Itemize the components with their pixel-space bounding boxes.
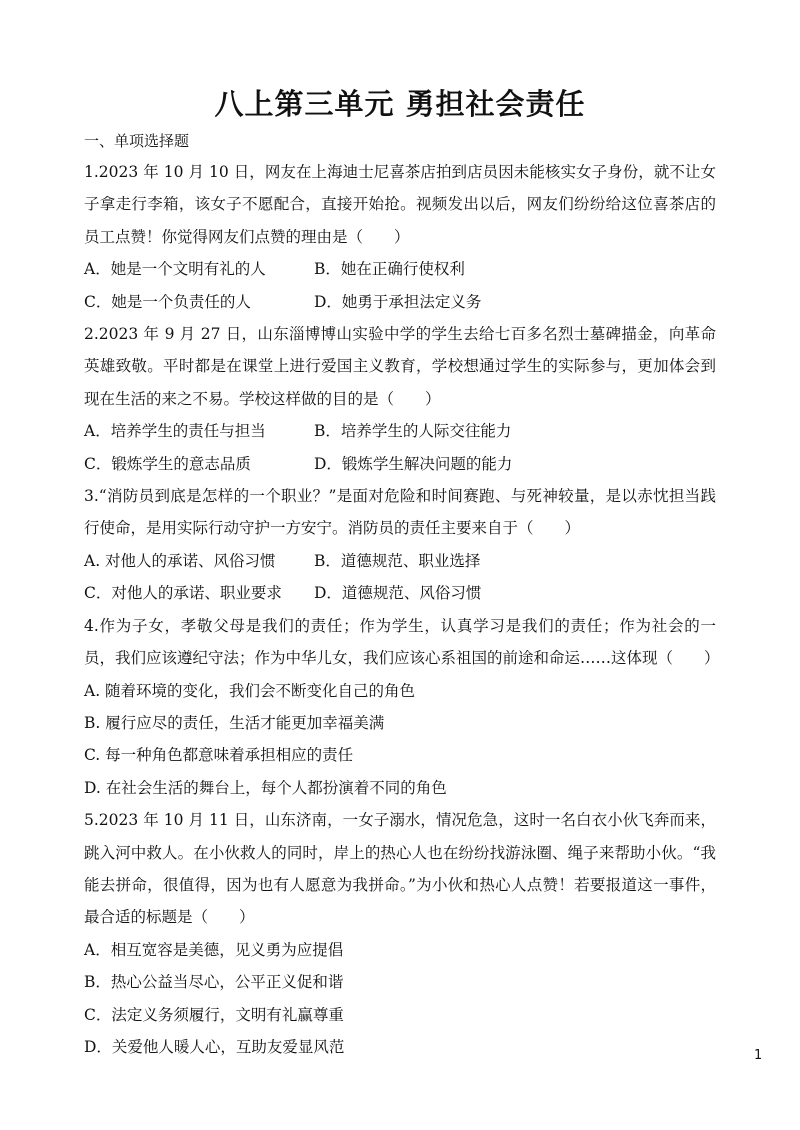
question-1-option-a: A．她是一个文明有礼的人: [84, 260, 266, 279]
question-list: [84, 156, 720, 1063]
question-3-option-a: A. 对他人的承诺、风俗习惯: [84, 551, 276, 570]
question-3-options-row-2: [84, 577, 716, 609]
question-5-option-a: A．相互宽容是美德，见义勇为应提倡: [84, 940, 344, 959]
question-2-option-a: A．培养学生的责任与担当: [84, 422, 266, 441]
question-1-option-d: D．她勇于承担法定义务: [314, 292, 482, 311]
question-4-stem: 4.作为子女，孝敬父母是我们的责任；作为学生，认真学习是我们的责任；作为社会的一员，我们应该遵纪守法；作为中华儿女，我们应该心系祖国的前途和命运……这体现（ ）: [84, 616, 720, 668]
question-4-option-c: C. 每一种角色都意味着承担相应的责任: [84, 746, 354, 765]
question-1-options-row-2: [84, 286, 716, 318]
question-4-option-a: A. 随着环境的变化，我们会不断变化自己的角色: [84, 681, 416, 700]
question-2-option-c: C．锻炼学生的意志品质: [84, 454, 251, 473]
question-3-stem: 3.“消防员到底是怎样的一个职业？”是面对危险和时间赛跑、与死神较量，是以赤忱担当践行使命，是用实际行动守护一方安宁。消防员的责任主要来自于（ ）: [84, 487, 716, 538]
question-5-option-b: B．热心公益当尽心，公平正义促和谐: [84, 973, 344, 992]
question-3-options-row-1: [84, 545, 716, 577]
page-title: 八上第三单元 勇担社会责任: [214, 87, 586, 121]
question-2-stem: 2.2023 年 9 月 27 日，山东淄博博山实验中学的学生去给七百多名烈士墓碑描金，向革命英雄致敬。平时都是在课堂上进行爱国主义教育，学校想通过学生的实际参与，更加体会到现在生活的来之不易。学校这样做的目的是（ ）: [84, 325, 716, 408]
question-2-options-row-2: [84, 448, 716, 480]
question-3-option-c: C．对他人的承诺、职业要求: [84, 584, 282, 603]
question-4-option-d: D. 在社会生活的舞台上，每个人都扮演着不同的角色: [84, 778, 447, 797]
page-number: 1: [754, 1048, 763, 1063]
question-1-stem: 1.2023 年 10 月 10 日，网友在上海迪士尼喜茶店拍到店员因未能核实女子身份，就不让女子拿走行李箱，该女子不愿配合，直接开始抢。视频发出以后，网友们纷纷给这位喜茶店的员工点赞！你觉得网友们点赞的理由是（ ）: [84, 163, 716, 246]
question-5-option-c: C．法定义务须履行，文明有礼赢尊重: [84, 1005, 344, 1024]
question-5-stem: 5.2023 年 10 月 11 日，山东济南，一女子溺水，情况危急，这时一名白衣小伙飞奔而来，跳入河中救人。在小伙救人的同时，岸上的热心人也在纷纷找游泳圈、绳子来帮助小伙。“我能去拼命，很值得，因为也有人愿意为我拼命。”为小伙和热心人点赞！若要报道这一事件，最合适的标题是（ ）: [84, 811, 716, 927]
question-2-option-b: B．培养学生的人际交往能力: [314, 422, 512, 441]
question-1-options-row-1: [84, 253, 716, 285]
question-2-options-row-1: [84, 415, 716, 447]
question-3-option-d: D．道德规范、风俗习惯: [314, 584, 482, 603]
question-1-option-b: B．她在正确行使权利: [314, 260, 465, 279]
question-2-option-d: D．锻炼学生解决问题的能力: [314, 454, 513, 473]
question-1-option-c: C．她是一个负责任的人: [84, 292, 251, 311]
section-heading: 一、单项选择题: [84, 132, 190, 150]
question-5-option-d: D．关爱他人暖人心，互助友爱显风范: [84, 1037, 345, 1056]
question-4-option-b: B. 履行应尽的责任，生活才能更加幸福美满: [84, 713, 385, 732]
question-3-option-b: B．道德规范、职业选择: [314, 551, 481, 570]
